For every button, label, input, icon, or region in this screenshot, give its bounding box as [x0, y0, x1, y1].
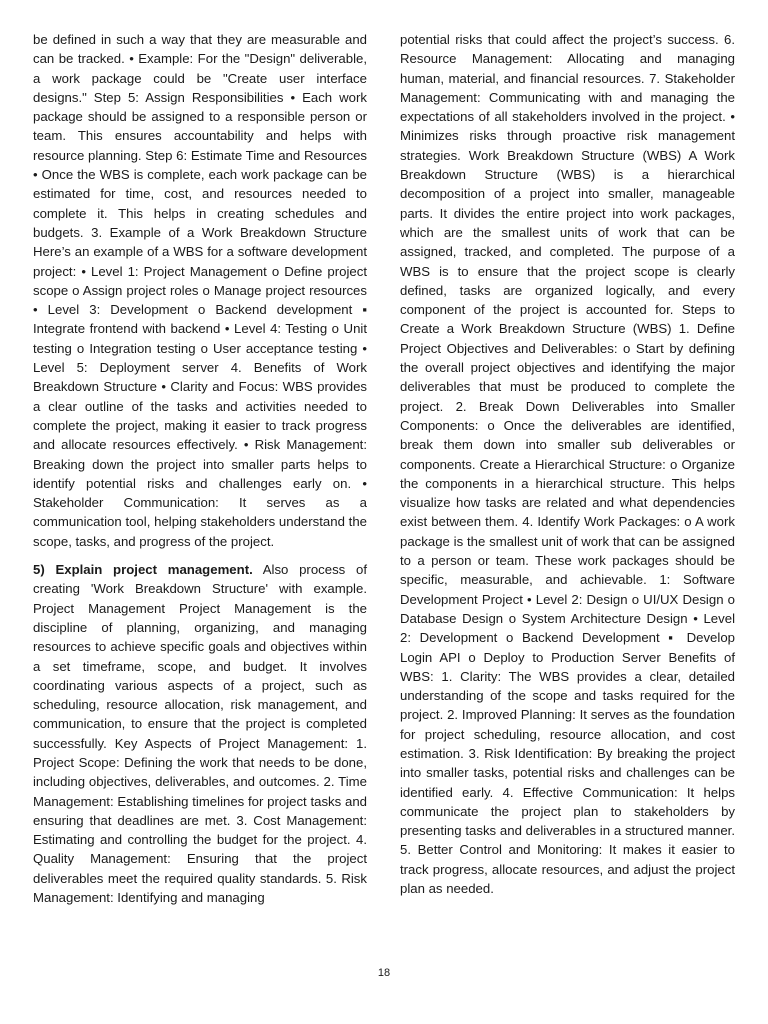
left-paragraph-project-management [33, 560, 367, 907]
page-number: 18 [377, 967, 391, 979]
right-column [400, 30, 735, 898]
question-heading: 5) Explain project management. [33, 562, 253, 578]
left-paragraph-wbs-steps: be defined in such a way that they are measurable and can be tracked. • Example: For the "Design" deliverable, a work package could be "Create user interface designs." Step 5: Assign Responsibilities • Each work package should be assigned to a responsible person or team. This ensures accountability and helps with resource planning. Step 6: Estimate Time and Resources • Once the WBS is complete, each work package can be estimated for time, cost, and resources needed to complete it. This helps in creating schedules and budgets. 3. Example of a Work Breakdown Structure Here’s an example of a WBS for a software development project: • Level 1: Project Management o Define project scope o Assign project roles o Manage project resources • Level 3: Development o Backend development ▪ Integrate frontend with backend • Level 4: Testing o Unit testing o Integration testing o User acceptance testing • Level 5: Deployment server 4. Benefits of Work Breakdown Structure • Clarity and Focus: WBS provides a clear outline of the tasks and activities needed to complete the project, making it easier to track progress and allocate resources effectively. • Risk Management: Breaking down the project into smaller parts helps to identify potential risks and challenges early on. • Stakeholder Communication: It serves as a communication tool, helping stakeholders understand the scope, tasks, and progress of the project. [33, 32, 367, 549]
right-paragraph-wbs: potential risks that could affect the project’s success. 6. Resource Management: Allocating and managing human, material, and financial resources. 7. Stakeholder Management: Communicating with and managing the expectations of all stakeholders involved in the project. • Minimizes risks through proactive risk management strategies. Work Breakdown Structure (WBS) A Work Breakdown Structure (WBS) is a hierarchical decomposition of a project into smaller, manageable parts. It divides the entire project into work packages, which are the smallest units of work that can be assigned, tracked, and completed. The purpose of a WBS is to ensure that the project scope is clearly defined, tasks are organized logically, and every component of the project is accounted for. Steps to Create a Work Breakdown Structure (WBS) 1. Define Project Objectives and Deliverables: o Start by defining the overall project objectives and identifying the major deliverables that must be produced to complete the project. 2. Break Down Deliverables into Smaller Components: o Once the deliverables are identified, break them down into smaller sub deliverables or components. Create a Hierarchical Structure: o Organize the components in a hierarchical structure. This helps visualize how tasks are related and what dependencies exist between them. 4. Identify Work Packages: o A work package is the smallest unit of work that can be assigned to a person or team. These work packages should be specific, measurable, and achievable. 1: Software Development Project • Level 2: Design o UI/UX Design o Database Design o System Architecture Design • Level 2: Development o Backend Development ▪ Develop Login API o Deploy to Production Server Benefits of WBS: 1. Clarity: The WBS provides a clear, detailed understanding of the scope and tasks required for the project. 2. Improved Planning: It serves as the foundation for project scheduling, resource allocation, and cost estimation. 3. Risk Identification: By breaking the project into smaller tasks, potential risks and challenges can be identified early. 4. Effective Communication: It helps communicate the project plan to stakeholders by presenting tasks and deliverables in a structured manner. 5. Better Control and Monitoring: It makes it easier to track progress, allocate resources, and adjust the project plan as needed. [400, 32, 735, 897]
left-column [33, 30, 367, 907]
question-body: Also process of creating 'Work Breakdown Structure' with example. Project Management Project Management is the discipline of planning, organizing, and managing resources to achieve specific goals and objectives within a set timeframe, scope, and budget. It involves coordinating various aspects of a project, such as scheduling, resource allocation, risk management, and communication, to ensure that the project is completed successfully. Key Aspects of Project Management: 1. Project Scope: Defining the work that needs to be done, including objectives, deliverables, and outcomes. 2. Time Management: Establishing timelines for project tasks and ensuring that deadlines are met. 3. Cost Management: Estimating and controlling the budget for the project. 4. Quality Management: Ensuring that the project deliverables meet the required quality standards. 5. Risk Management: Identifying and managing [33, 562, 367, 906]
